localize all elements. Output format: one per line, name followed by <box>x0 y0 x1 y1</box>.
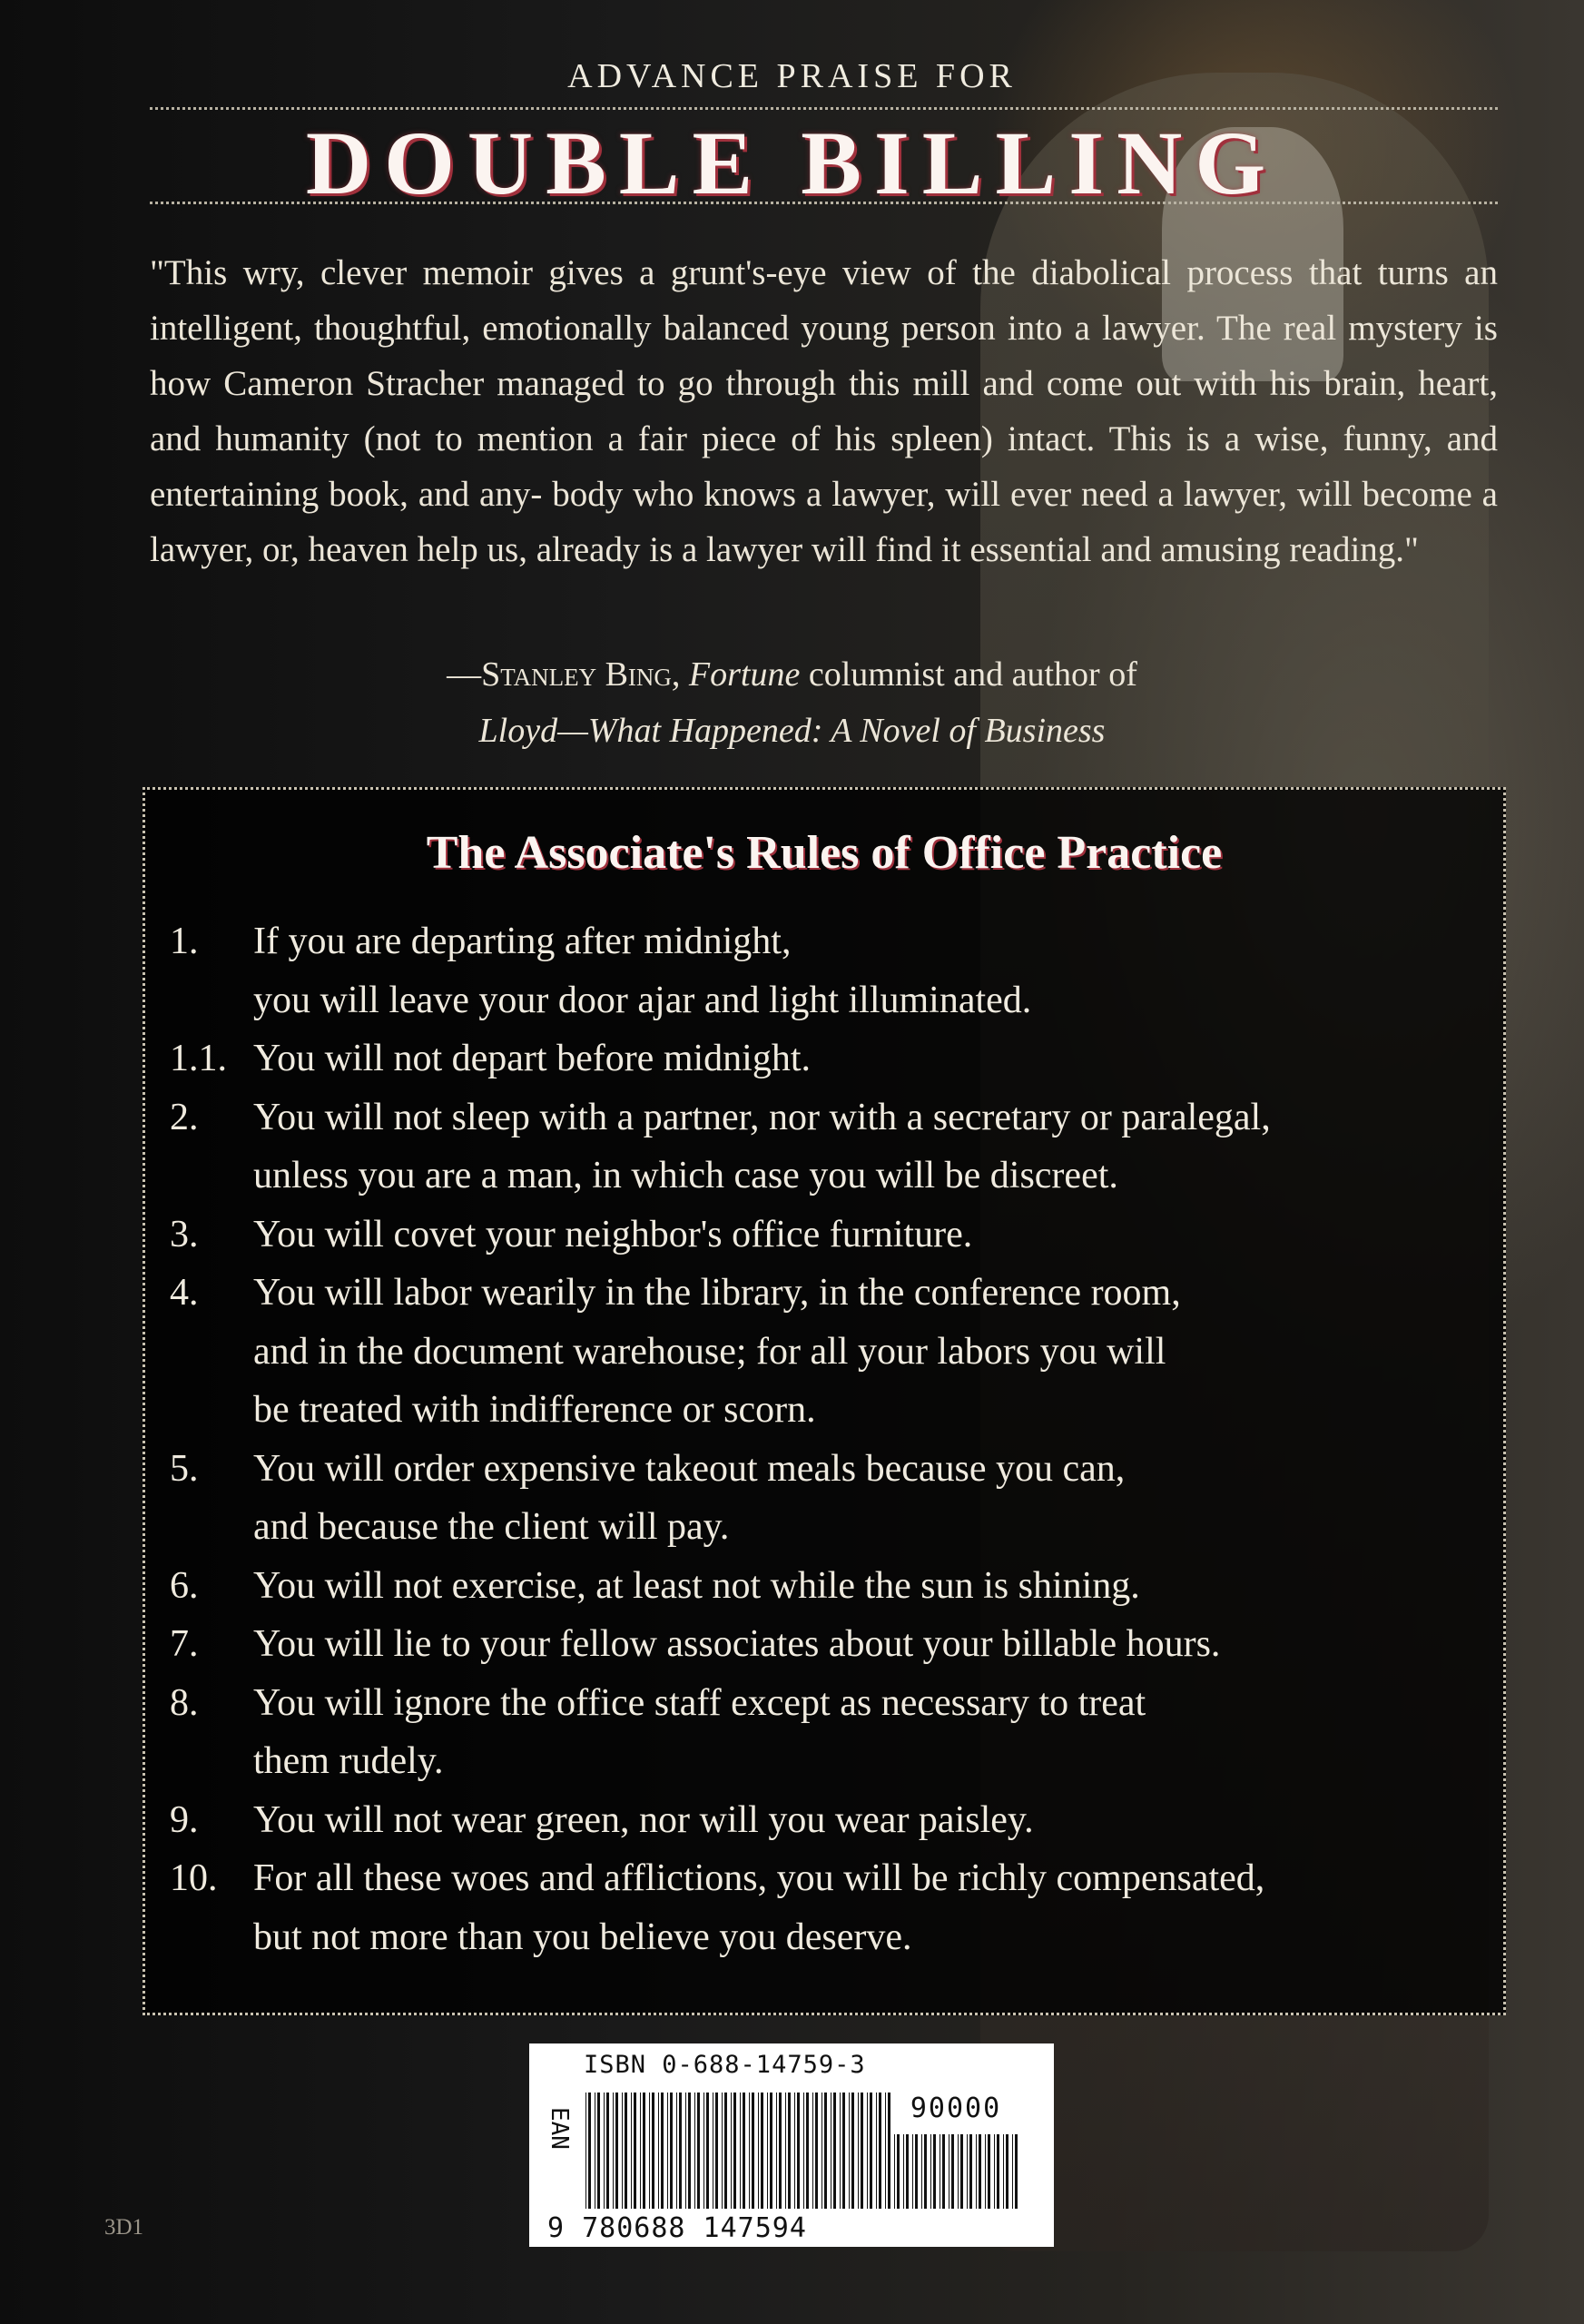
attribution-publication: Fortune <box>688 655 801 694</box>
barcode-bar <box>722 2093 723 2209</box>
barcode-bar <box>706 2093 709 2209</box>
rule-number: 1.1. <box>170 1038 227 1079</box>
rule-number: 6. <box>170 1564 199 1607</box>
barcode-bar <box>703 2093 704 2209</box>
barcode-bar <box>870 2093 872 2209</box>
barcode-bar <box>679 2093 682 2209</box>
barcode-bar <box>969 2134 972 2209</box>
barcode-bar <box>942 2134 945 2209</box>
barcode-bar <box>958 2134 959 2209</box>
rule-text-line: You will not sleep with a partner, nor with a secretary or paralegal, <box>253 1096 1271 1138</box>
barcode-bar <box>851 2093 854 2209</box>
rule-number: 7. <box>170 1623 199 1665</box>
rule-text-line: You will covet your neighbor's office furniture. <box>253 1213 973 1256</box>
rule-text-line: unless you are a man, in which case you will be discreet. <box>253 1155 1118 1196</box>
barcode-bar <box>849 2093 850 2209</box>
barcode-bar <box>888 2093 890 2209</box>
barcode-bar <box>640 2093 641 2209</box>
barcode-bar <box>652 2093 654 2209</box>
rule-item <box>170 1557 1504 1616</box>
barcode-bar <box>715 2093 718 2209</box>
barcode-bar <box>631 2093 632 2209</box>
barcode-bar <box>861 2093 863 2209</box>
barcode-bar <box>697 2093 700 2209</box>
barcode-bar <box>615 2093 618 2209</box>
barcode-bar <box>906 2134 909 2209</box>
rule-text-line: them rudely. <box>253 1740 444 1782</box>
barcode-bar <box>924 2134 927 2209</box>
barcode-bar <box>997 2134 999 2209</box>
attribution-name: Stanley Bing <box>481 655 672 694</box>
rule-text-line: be treated with indifference or scorn. <box>253 1389 816 1431</box>
barcode-bar <box>833 2093 836 2209</box>
rule-item <box>170 912 1504 1029</box>
barcode-bar <box>752 2093 754 2209</box>
rule-text-line: You will order expensive takeout meals because you can, <box>253 1447 1126 1490</box>
barcode-bar <box>661 2093 664 2209</box>
rule-item <box>170 1029 1504 1088</box>
barcode-bar <box>688 2093 691 2209</box>
barcode-bar <box>606 2093 609 2209</box>
printer-code: 3D1 <box>104 2215 144 2240</box>
rule-item <box>170 1849 1504 1966</box>
attribution-dash: — <box>447 655 482 694</box>
attribution-book: Lloyd—What Happened: A Novel of Business <box>478 712 1106 750</box>
rule-item <box>170 1206 1504 1265</box>
book-title: DOUBLE BILLING <box>305 113 1279 213</box>
rule-number: 8. <box>170 1681 199 1724</box>
rule-text-line: You will not wear green, nor will you wear paisley. <box>253 1798 1034 1841</box>
barcode-bar <box>867 2093 868 2209</box>
attribution-comma: , <box>671 655 689 694</box>
rule-text-line: but not more than you believe you deserve. <box>253 1915 912 1958</box>
barcode-bar <box>788 2093 791 2209</box>
rules-list <box>170 912 1504 1966</box>
isbn-label: ISBN 0-688-14759-3 <box>584 2051 866 2079</box>
barcode-bar <box>988 2134 990 2209</box>
barcode-bar <box>985 2134 986 2209</box>
addon-digits: 90000 <box>910 2093 1002 2124</box>
rule-text-line: You will not depart before midnight. <box>253 1038 812 1079</box>
barcode-bar <box>613 2093 614 2209</box>
barcode-bar <box>858 2093 859 2209</box>
rule-text-line: You will ignore the office staff except as necessary to treat <box>253 1681 1146 1724</box>
barcode-bar <box>676 2093 677 2209</box>
barcode-bar <box>921 2134 922 2209</box>
barcode-bar <box>1006 2134 1008 2209</box>
barcode-bar <box>840 2093 841 2209</box>
barcode-bar <box>794 2093 795 2209</box>
barcode-bar <box>724 2093 727 2209</box>
barcode-bar <box>667 2093 668 2209</box>
barcode-bar <box>1015 2134 1018 2209</box>
advance-praise-label: ADVANCE PRAISE FOR <box>567 57 1017 95</box>
addon-barcode <box>892 2134 1019 2209</box>
rule-item <box>170 1615 1504 1674</box>
barcode-bar <box>894 2134 895 2209</box>
rule-item <box>170 1791 1504 1850</box>
rule-text-line: You will lie to your fellow associates about your billable hours. <box>253 1623 1221 1665</box>
barcode-bar <box>685 2093 686 2209</box>
barcode-bar <box>876 2093 877 2209</box>
rule-item <box>170 1088 1504 1206</box>
barcode-bar <box>994 2134 995 2209</box>
barcode-bar <box>842 2093 845 2209</box>
barcode-bar <box>643 2093 645 2209</box>
barcode-bar <box>649 2093 650 2209</box>
rule-number: 3. <box>170 1213 199 1256</box>
barcode-bar <box>903 2134 904 2209</box>
barcode-bar <box>733 2093 736 2209</box>
barcode-bar <box>597 2093 600 2209</box>
barcode-bar <box>897 2134 900 2209</box>
barcode-bar <box>740 2093 741 2209</box>
barcode-bar <box>670 2093 673 2209</box>
ean-barcode <box>584 2093 892 2209</box>
rule-text-line: and in the document warehouse; for all your labors you will <box>253 1330 1166 1373</box>
rule-number: 9. <box>170 1798 199 1841</box>
rule-item <box>170 1674 1504 1791</box>
barcode-bar <box>930 2134 931 2209</box>
rule-text-line: you will leave your door ajar and light illuminated. <box>253 979 1032 1021</box>
barcode-bar <box>743 2093 745 2209</box>
rules-heading: The Associate's Rules of Office Practice <box>426 827 1223 879</box>
barcode-bar <box>951 2134 954 2209</box>
barcode-bar <box>967 2134 968 2209</box>
attribution-line-1 <box>0 646 1584 703</box>
title-dotted-rule <box>150 202 1498 204</box>
barcode-bar <box>749 2093 750 2209</box>
praise-quote: "This wry, clever memoir gives a grunt's-eye view of the diabolical process that turns an intelligent, thoughtful, emotionally balanced young person into a lawyer. The real mystery is how Cameron Stracher managed to go through this mill and come out with his brain, heart, and humanity (not to mention a fair piece of his spleen) intact. This is a wise, funny, and entertaining book, and any- body who knows a lawyer, will ever need a lawyer, will become a lawyer, or, heaven help us, already is a lawyer will find it essential and amusing reading." <box>150 253 1498 569</box>
barcode-bar <box>1012 2134 1013 2209</box>
rule-text-line: For all these woes and afflictions, you will be richly compensated, <box>253 1857 1265 1899</box>
barcode-bar <box>812 2093 813 2209</box>
top-dotted-rule <box>150 107 1498 110</box>
barcode-bar <box>658 2093 659 2209</box>
barcode-bar <box>976 2134 977 2209</box>
ean-label: EAN <box>546 2107 573 2150</box>
barcode-bar <box>776 2093 777 2209</box>
barcode-bar <box>915 2134 918 2209</box>
barcode-bar <box>779 2093 782 2209</box>
barcode-bar <box>912 2134 913 2209</box>
rule-number: 5. <box>170 1447 199 1490</box>
attribution-line-2 <box>0 703 1584 759</box>
barcode-bar <box>815 2093 818 2209</box>
barcode-bar <box>785 2093 786 2209</box>
rule-item <box>170 1440 1504 1557</box>
rule-number: 1. <box>170 921 199 962</box>
barcode-bar <box>758 2093 759 2209</box>
barcode-bar <box>885 2093 886 2209</box>
rule-number: 4. <box>170 1272 199 1314</box>
barcode-bar <box>770 2093 772 2209</box>
barcode-bar <box>625 2093 627 2209</box>
barcode-bar <box>933 2134 936 2209</box>
rule-number: 2. <box>170 1096 199 1138</box>
barcode-bar <box>604 2093 605 2209</box>
ean-digits: 9 780688 147594 <box>547 2212 807 2244</box>
attribution-role: columnist and author of <box>800 655 1137 694</box>
barcode-bar <box>761 2093 763 2209</box>
barcode-bar <box>767 2093 768 2209</box>
barcode-bar <box>803 2093 804 2209</box>
quote-attribution <box>0 646 1584 759</box>
rule-number: 10. <box>170 1857 218 1899</box>
barcode-bar <box>622 2093 623 2209</box>
barcode-bar <box>979 2134 981 2209</box>
barcode-bar <box>634 2093 636 2209</box>
barcode-bar <box>806 2093 809 2209</box>
barcode-bar <box>1003 2134 1004 2209</box>
rules-box <box>143 787 1506 2015</box>
barcode-bar <box>585 2093 586 2209</box>
rule-text-line: If you are departing after midnight, <box>253 921 792 962</box>
barcode-bar <box>879 2093 881 2209</box>
rule-item <box>170 1264 1504 1440</box>
rule-text-line: You will labor wearily in the library, in the conference room, <box>253 1272 1181 1314</box>
rule-text-line: and because the client will pay. <box>253 1506 730 1548</box>
barcode-bar <box>960 2134 963 2209</box>
rule-text-line: You will not exercise, at least not while the sun is shining. <box>253 1564 1140 1607</box>
barcode-bar <box>824 2093 827 2209</box>
barcode-bar <box>797 2093 800 2209</box>
barcode-panel <box>529 2043 1054 2247</box>
barcode-bar <box>588 2093 591 2209</box>
barcode-bar <box>694 2093 695 2209</box>
barcode-bar <box>731 2093 732 2209</box>
